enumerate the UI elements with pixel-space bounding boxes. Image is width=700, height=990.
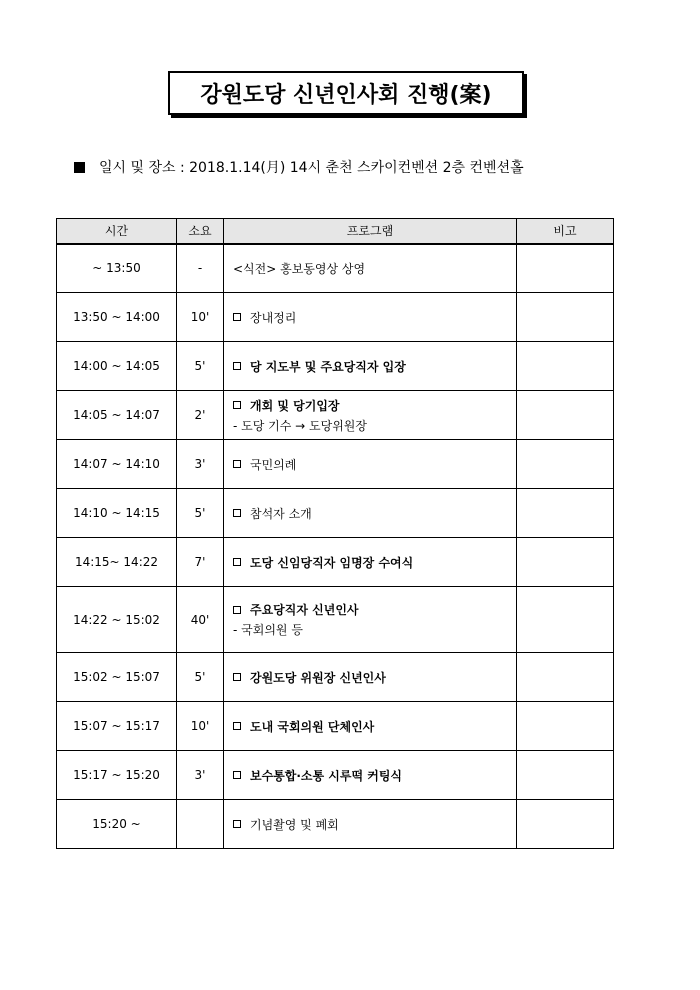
note-cell [517, 587, 614, 653]
program-text: 기념촬영 및 폐회 [250, 817, 339, 832]
square-marker-icon [233, 606, 241, 614]
program-text: 강원도당 위원장 신년인사 [250, 670, 386, 685]
note-cell [517, 440, 614, 489]
duration-cell: 3' [177, 440, 224, 489]
program-cell [224, 538, 517, 587]
square-marker-icon [233, 460, 241, 468]
table-header-row [57, 219, 614, 244]
duration-cell: 5' [177, 653, 224, 702]
program-text: 주요당직자 신년인사 [250, 603, 359, 617]
program-cell [224, 293, 517, 342]
program-cell [224, 751, 517, 800]
time-cell: ~ 13:50 [57, 244, 177, 293]
time-cell: 15:17 ~ 15:20 [57, 751, 177, 800]
table-row [57, 342, 614, 391]
program-cell [224, 391, 517, 440]
document-title-box [168, 71, 524, 115]
square-marker-icon [233, 401, 241, 409]
time-cell: 14:15~ 14:22 [57, 538, 177, 587]
program-subtext: - 도당 기수 → 도당위원장 [233, 418, 367, 433]
duration-cell [177, 800, 224, 849]
time-cell: 15:20 ~ [57, 800, 177, 849]
table-row [57, 538, 614, 587]
time-cell: 13:50 ~ 14:00 [57, 293, 177, 342]
duration-cell: 10' [177, 702, 224, 751]
note-cell [517, 800, 614, 849]
program-text: 장내정리 [250, 310, 297, 325]
note-cell [517, 244, 614, 293]
note-cell [517, 489, 614, 538]
event-info-text: 일시 및 장소 : 2018.1.14(月) 14시 춘천 스카이컨벤션 2층 컨벤션홀 [99, 160, 524, 176]
note-cell [517, 342, 614, 391]
table-row [57, 244, 614, 293]
square-marker-icon [233, 558, 241, 566]
time-cell: 14:07 ~ 14:10 [57, 440, 177, 489]
note-cell [517, 653, 614, 702]
table-row [57, 391, 614, 440]
program-cell [224, 587, 517, 653]
program-text: 도당 신임당직자 임명장 수여식 [250, 555, 414, 570]
header-duration: 소요 [177, 219, 224, 244]
table-row [57, 702, 614, 751]
square-marker-icon [233, 673, 241, 681]
note-cell [517, 538, 614, 587]
duration-cell: 7' [177, 538, 224, 587]
time-cell: 15:02 ~ 15:07 [57, 653, 177, 702]
time-cell: 14:00 ~ 14:05 [57, 342, 177, 391]
note-cell [517, 293, 614, 342]
duration-cell: 40' [177, 587, 224, 653]
schedule-body [57, 244, 614, 849]
program-cell [224, 440, 517, 489]
program-cell [224, 244, 517, 293]
program-subtext: - 국회의원 등 [233, 623, 303, 637]
square-marker-icon [233, 722, 241, 730]
table-row [57, 653, 614, 702]
program-text: 참석자 소개 [250, 506, 312, 521]
document-title: 강원도당 신년인사회 진행(案) [200, 82, 492, 108]
square-marker-icon [233, 771, 241, 779]
header-note: 비고 [517, 219, 614, 244]
program-cell [224, 342, 517, 391]
program-text: 당 지도부 및 주요당직자 입장 [250, 359, 406, 374]
table-row [57, 489, 614, 538]
duration-cell: 5' [177, 342, 224, 391]
table-row [57, 800, 614, 849]
square-marker-icon [233, 313, 241, 321]
event-info-line [74, 157, 524, 177]
program-text: 국민의례 [250, 457, 297, 472]
program-text: 개회 및 당기입장 [250, 398, 340, 413]
table-row [57, 293, 614, 342]
square-marker-icon [233, 362, 241, 370]
program-cell [224, 489, 517, 538]
duration-cell: 10' [177, 293, 224, 342]
time-cell: 15:07 ~ 15:17 [57, 702, 177, 751]
note-cell [517, 751, 614, 800]
note-cell [517, 391, 614, 440]
table-row [57, 587, 614, 653]
table-row [57, 751, 614, 800]
time-cell: 14:10 ~ 14:15 [57, 489, 177, 538]
duration-cell: 2' [177, 391, 224, 440]
program-cell [224, 702, 517, 751]
note-cell [517, 702, 614, 751]
header-program: 프로그램 [224, 219, 517, 244]
program-cell [224, 653, 517, 702]
square-bullet-icon [74, 162, 85, 173]
square-marker-icon [233, 820, 241, 828]
program-text: 보수통합·소통 시루떡 커팅식 [250, 768, 403, 783]
duration-cell: - [177, 244, 224, 293]
time-cell: 14:05 ~ 14:07 [57, 391, 177, 440]
program-cell [224, 800, 517, 849]
duration-cell: 5' [177, 489, 224, 538]
table-row [57, 440, 614, 489]
schedule-table [56, 218, 614, 849]
program-text: <식전> 홍보동영상 상영 [233, 261, 366, 276]
square-marker-icon [233, 509, 241, 517]
duration-cell: 3' [177, 751, 224, 800]
time-cell: 14:22 ~ 15:02 [57, 587, 177, 653]
program-text: 도내 국회의원 단체인사 [250, 719, 375, 734]
header-time: 시간 [57, 219, 177, 244]
